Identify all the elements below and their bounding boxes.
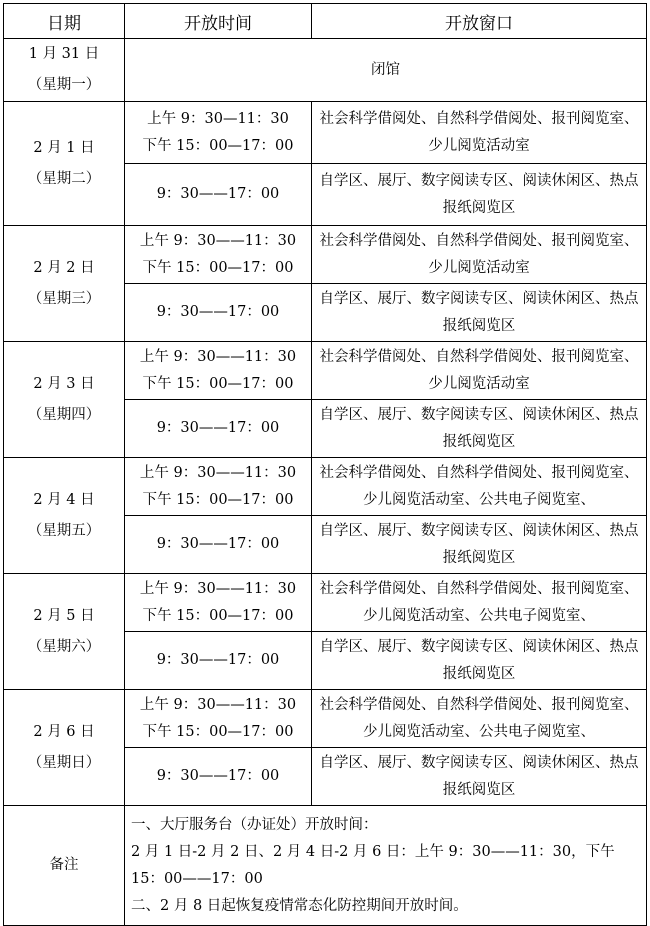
morning-time: 上午 9：30——11：30	[139, 232, 297, 249]
window-cell: 社会科学借阅处、自然科学借阅处、报刊阅览室、少儿阅览活动室	[312, 226, 647, 284]
time-cell	[125, 102, 312, 164]
time-cell: 9：30——17：00	[125, 748, 312, 806]
window-cell: 自学区、展厅、数字阅读专区、阅读休闲区、热点报纸阅览区	[312, 632, 647, 690]
afternoon-time: 下午 15：00—17：00	[142, 723, 294, 740]
time-cell: 9：30——17：00	[125, 516, 312, 574]
time-cell	[125, 690, 312, 748]
window-cell: 自学区、展厅、数字阅读专区、阅读休闲区、热点报纸阅览区	[312, 164, 647, 226]
time-cell	[125, 342, 312, 400]
day-row	[4, 102, 647, 164]
window-cell: 社会科学借阅处、自然科学借阅处、报刊阅览室、少儿阅览活动室、公共电子阅览室、	[312, 690, 647, 748]
day-row	[4, 690, 647, 748]
window-cell: 自学区、展厅、数字阅读专区、阅读休闲区、热点报纸阅览区	[312, 748, 647, 806]
header-date: 日期	[4, 4, 125, 39]
morning-time: 上午 9：30——11：30	[139, 696, 297, 713]
date-text: 2 月 2 日	[33, 259, 95, 276]
morning-time: 上午 9：30——11：30	[139, 464, 297, 481]
date-text: 2 月 1 日	[33, 139, 95, 156]
afternoon-time: 下午 15：00—17：00	[142, 137, 294, 154]
morning-time: 上午 9：30——11：30	[139, 580, 297, 597]
notes-label: 备注	[4, 806, 125, 926]
date-cell	[4, 39, 125, 102]
day-row	[4, 574, 647, 632]
date-cell	[4, 342, 125, 458]
date-text: 2 月 3 日	[33, 375, 95, 392]
date-cell	[4, 102, 125, 226]
date-text: 2 月 4 日	[33, 491, 95, 508]
window-cell: 社会科学借阅处、自然科学借阅处、报刊阅览室、少儿阅览活动室	[312, 342, 647, 400]
notes-row	[4, 806, 647, 926]
afternoon-time: 下午 15：00—17：00	[142, 607, 294, 624]
closed-row	[4, 39, 647, 102]
date-cell	[4, 574, 125, 690]
closed-status: 闭馆	[125, 39, 647, 102]
header-time: 开放时间	[125, 4, 312, 39]
date-text: 2 月 5 日	[33, 607, 95, 624]
window-cell: 自学区、展厅、数字阅读专区、阅读休闲区、热点报纸阅览区	[312, 284, 647, 342]
header-row	[4, 4, 647, 39]
weekday-text: （星期五）	[27, 522, 101, 539]
weekday-text: （星期日）	[27, 754, 101, 771]
notes-cell	[125, 806, 647, 926]
date-cell	[4, 690, 125, 806]
time-cell	[125, 226, 312, 284]
weekday-text: （星期二）	[27, 170, 101, 187]
morning-time: 上午 9：30—11：30	[147, 110, 289, 127]
notes-line: 二、2 月 8 日起恢复疫情常态化防控期间开放时间。	[131, 897, 468, 914]
schedule-table	[3, 3, 647, 926]
day-row	[4, 342, 647, 400]
afternoon-time: 下午 15：00—17：00	[142, 491, 294, 508]
weekday-text: （星期四）	[27, 406, 101, 423]
date-text: 2 月 6 日	[33, 723, 95, 740]
window-cell: 社会科学借阅处、自然科学借阅处、报刊阅览室、少儿阅览活动室、公共电子阅览室、	[312, 458, 647, 516]
day-row	[4, 226, 647, 284]
day-row	[4, 458, 647, 516]
morning-time: 上午 9：30——11：30	[139, 348, 297, 365]
afternoon-time: 下午 15：00—17：00	[142, 375, 294, 392]
date-cell	[4, 458, 125, 574]
time-cell: 9：30——17：00	[125, 284, 312, 342]
weekday-text: （星期三）	[27, 290, 101, 307]
header-window: 开放窗口	[312, 4, 647, 39]
afternoon-time: 下午 15：00—17：00	[142, 259, 294, 276]
notes-line: 一、大厅服务台（办证处）开放时间：	[131, 816, 378, 833]
time-cell: 9：30——17：00	[125, 164, 312, 226]
date-cell	[4, 226, 125, 342]
weekday-text: （星期一）	[27, 77, 101, 93]
time-cell: 9：30——17：00	[125, 632, 312, 690]
weekday-text: （星期六）	[27, 638, 101, 655]
window-cell: 自学区、展厅、数字阅读专区、阅读休闲区、热点报纸阅览区	[312, 516, 647, 574]
window-cell: 自学区、展厅、数字阅读专区、阅读休闲区、热点报纸阅览区	[312, 400, 647, 458]
date-text: 1 月 31 日	[28, 46, 100, 62]
window-cell: 社会科学借阅处、自然科学借阅处、报刊阅览室、少儿阅览活动室、公共电子阅览室、	[312, 574, 647, 632]
time-cell: 9：30——17：00	[125, 400, 312, 458]
window-cell: 社会科学借阅处、自然科学借阅处、报刊阅览室、少儿阅览活动室	[312, 102, 647, 164]
time-cell	[125, 574, 312, 632]
notes-line: 2 月 1 日-2 月 2 日、2 月 4 日-2 月 6 日：上午 9：30——11：30，下午 15：00——17：00	[131, 843, 615, 887]
time-cell	[125, 458, 312, 516]
